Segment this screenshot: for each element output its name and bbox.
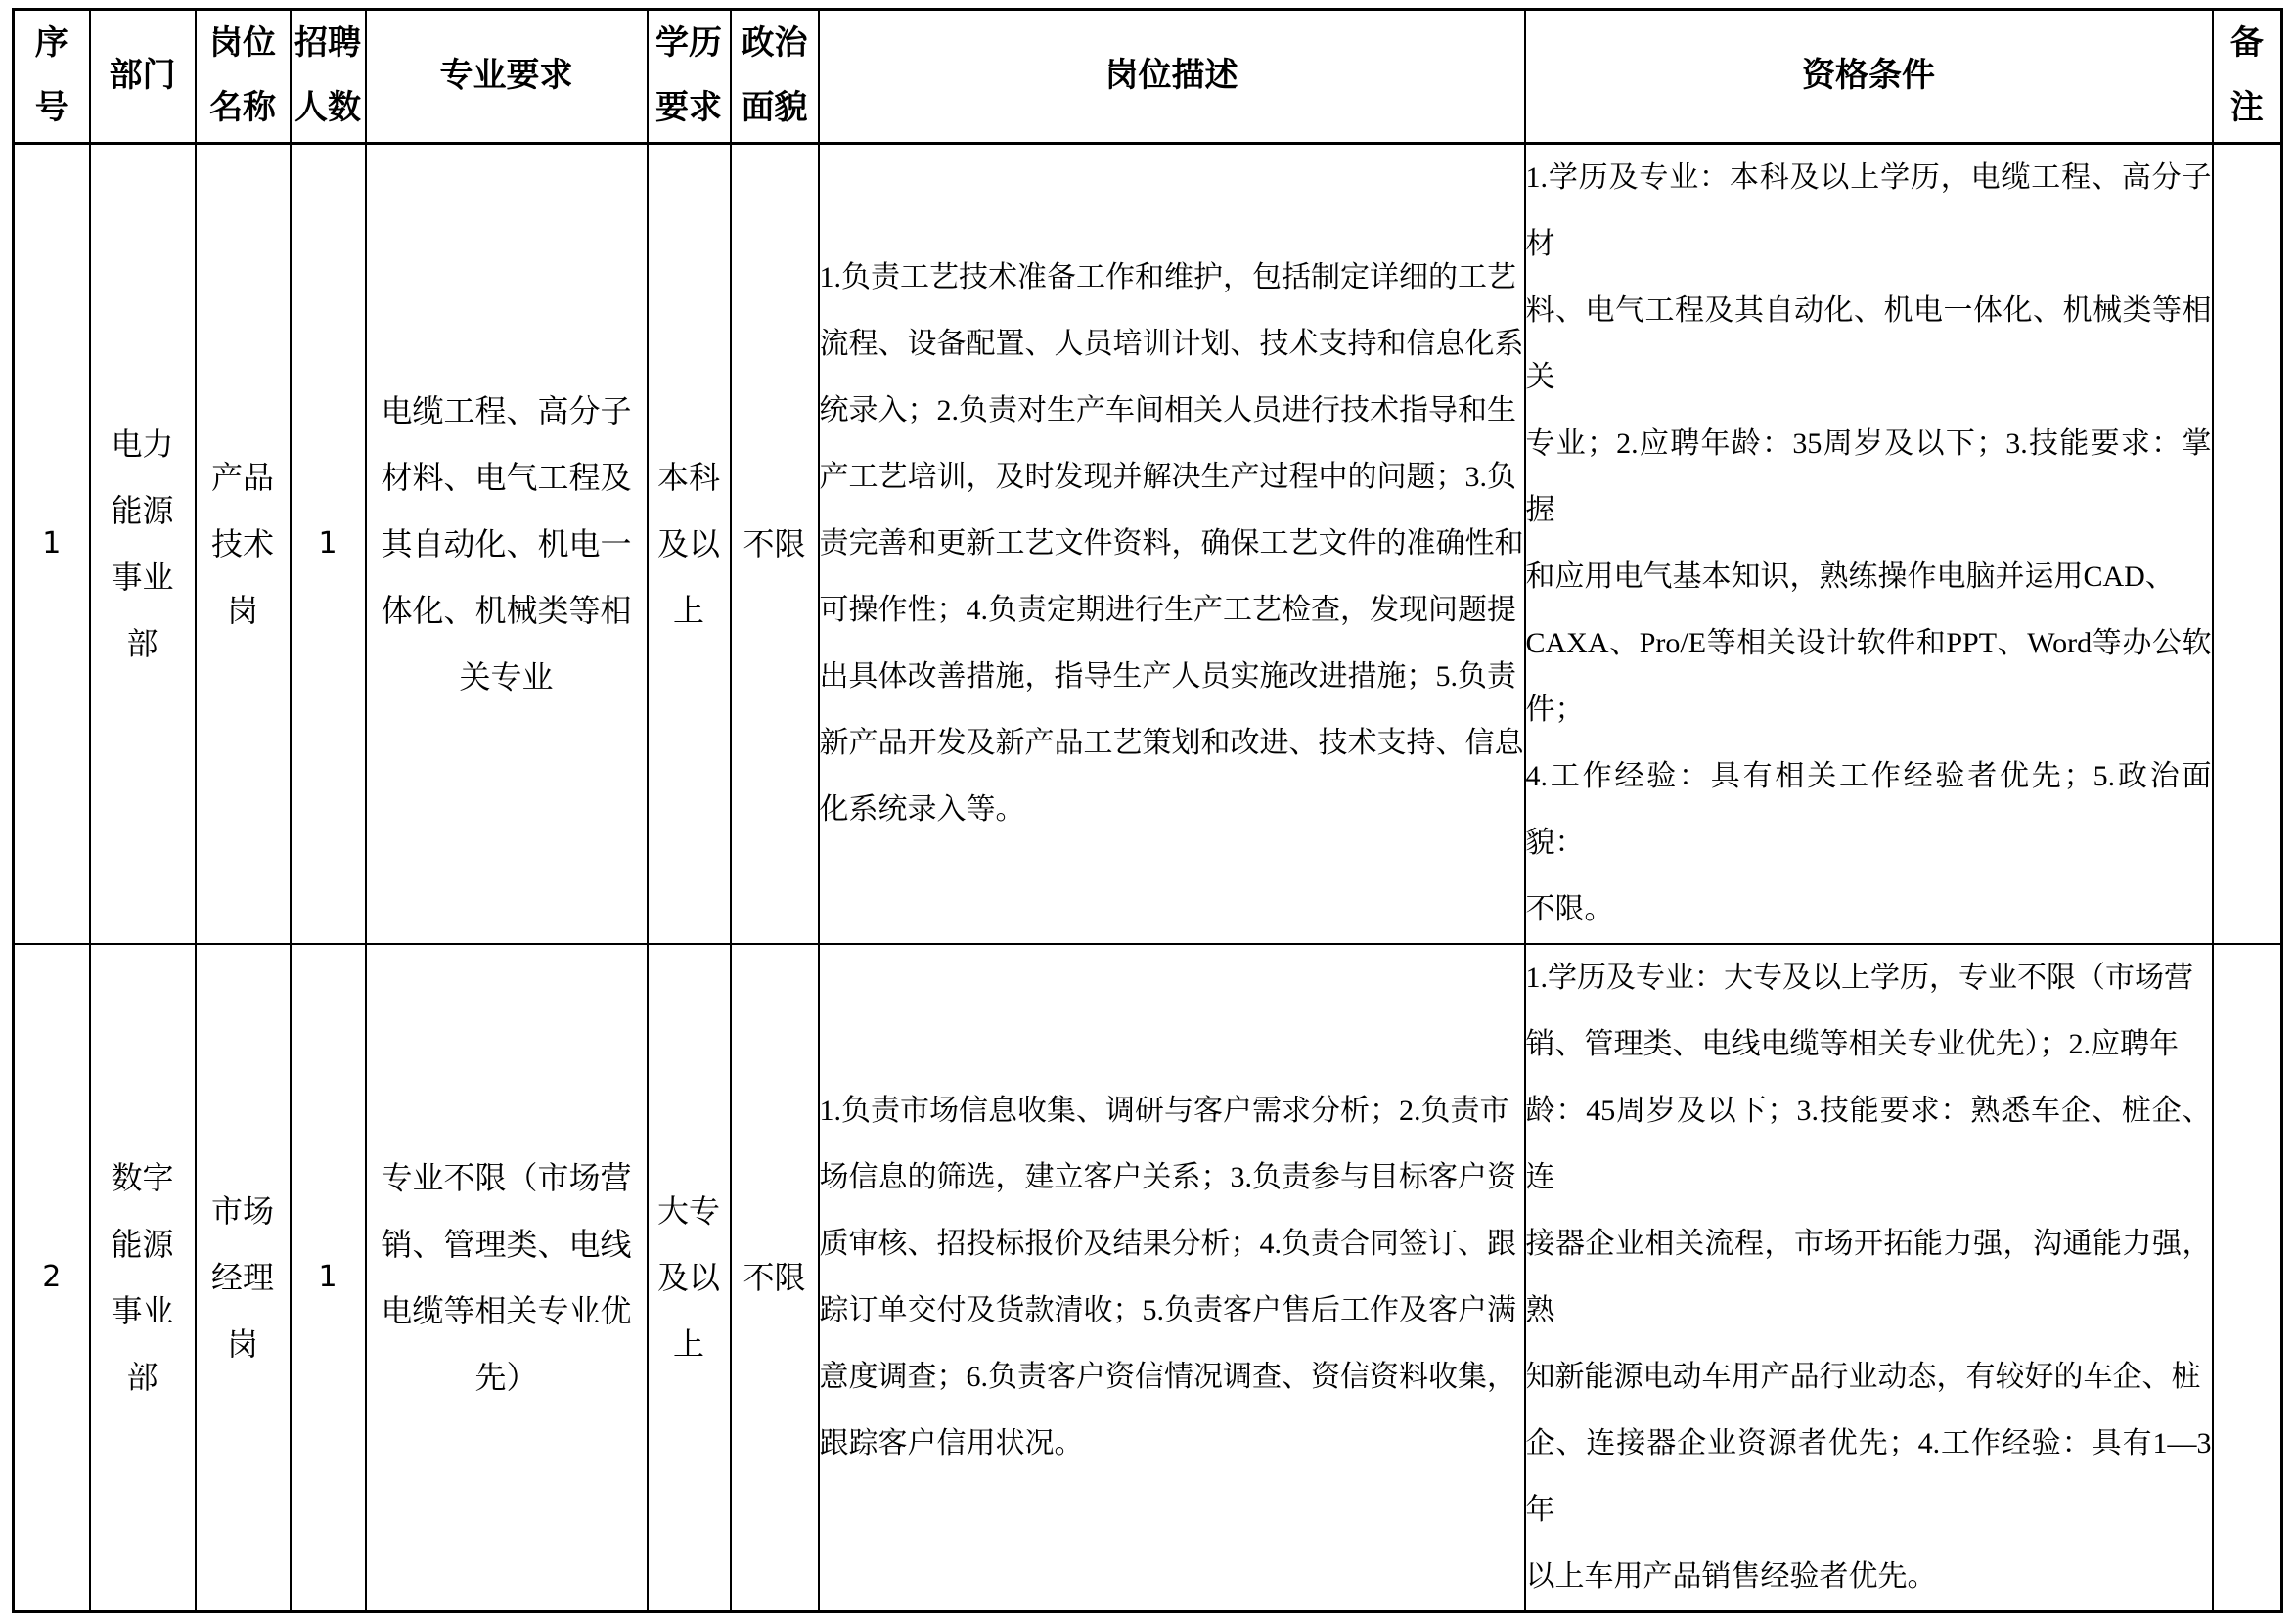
cell-major: 专业不限（市场营 销、管理类、电线 电缆等相关专业优 先） — [366, 944, 648, 1612]
col-header-qualification: 资格条件 — [1525, 10, 2213, 144]
cell-political: 不限 — [731, 144, 819, 945]
cell-headcount: 1 — [291, 144, 366, 945]
job-table — [12, 8, 2283, 1613]
cell-education: 本科 及以 上 — [648, 144, 731, 945]
cell-department: 数字 能源 事业 部 — [90, 944, 196, 1612]
col-header-department: 部门 — [90, 10, 196, 144]
cell-political: 不限 — [731, 944, 819, 1612]
col-header-index: 序 号 — [14, 10, 90, 144]
cell-remark — [2213, 144, 2282, 945]
cell-description: 1.负责市场信息收集、调研与客户需求分析；2.负责市 场信息的筛选，建立客户关系；3.负责参与目标客户资 质审核、招投标报价及结果分析；4.负责合同签订、跟 踪订单交付及货款清收；5.负责客户售后工作及客户满 意度调查；6.负责客户资信情况调查、资信资料收集， 跟踪客户信用状况。 — [819, 944, 1525, 1612]
col-header-remark: 备 注 — [2213, 10, 2282, 144]
cell-major: 电缆工程、高分子 材料、电气工程及 其自动化、机电一 体化、机械类等相 关专业 — [366, 144, 648, 945]
cell-education: 大专 及以 上 — [648, 944, 731, 1612]
col-header-political: 政治 面貌 — [731, 10, 819, 144]
table-row — [14, 944, 2282, 1612]
cell-remark — [2213, 944, 2282, 1612]
cell-index: 1 — [14, 144, 90, 945]
col-header-headcount: 招聘 人数 — [291, 10, 366, 144]
col-header-education: 学历 要求 — [648, 10, 731, 144]
table-row — [14, 144, 2282, 945]
recruitment-table-sheet — [0, 8, 2296, 1592]
table-header-row — [14, 10, 2282, 144]
cell-position: 产品 技术 岗 — [196, 144, 291, 945]
cell-qualification: 1.学历及专业：大专及以上学历，专业不限（市场营 销、管理类、电线电缆等相关专业优先）；2.应聘年 龄：45周岁及以下；3.技能要求：熟悉车企、桩企、连 接器企业相关流程，市场开拓能力强，沟通能力强，熟 知新能源电动车用产品行业动态，有较好的车企、桩 企、连接器企业资源者优先；4.工作经验：具有1—3年 以上车用产品销售经验者优先。 — [1525, 944, 2213, 1612]
cell-position: 市场 经理 岗 — [196, 944, 291, 1612]
col-header-position: 岗位 名称 — [196, 10, 291, 144]
cell-qualification: 1.学历及专业：本科及以上学历，电缆工程、高分子材 料、电气工程及其自动化、机电一体化、机械类等相关 专业；2.应聘年龄：35周岁及以下；3.技能要求：掌握 和应用电气基本知识，熟练操作电脑并运用CAD、 CAXA、Pro/E等相关设计软件和PPT、Word等办公软件； 4.工作经验：具有相关工作经验者优先；5.政治面貌： 不限。 — [1525, 144, 2213, 945]
cell-index: 2 — [14, 944, 90, 1612]
col-header-major: 专业要求 — [366, 10, 648, 144]
cell-description: 1.负责工艺技术准备工作和维护，包括制定详细的工艺 流程、设备配置、人员培训计划、技术支持和信息化系 统录入；2.负责对生产车间相关人员进行技术指导和生 产工艺培训，及时发现并解决生产过程中的问题；3.负 责完善和更新工艺文件资料，确保工艺文件的准确性和 可操作性；4.负责定期进行生产工艺检查，发现问题提 出具体改善措施，指导生产人员实施改进措施；5.负责 新产品开发及新产品工艺策划和改进、技术支持、信息 化系统录入等。 — [819, 144, 1525, 945]
cell-department: 电力 能源 事业 部 — [90, 144, 196, 945]
cell-headcount: 1 — [291, 944, 366, 1612]
col-header-description: 岗位描述 — [819, 10, 1525, 144]
